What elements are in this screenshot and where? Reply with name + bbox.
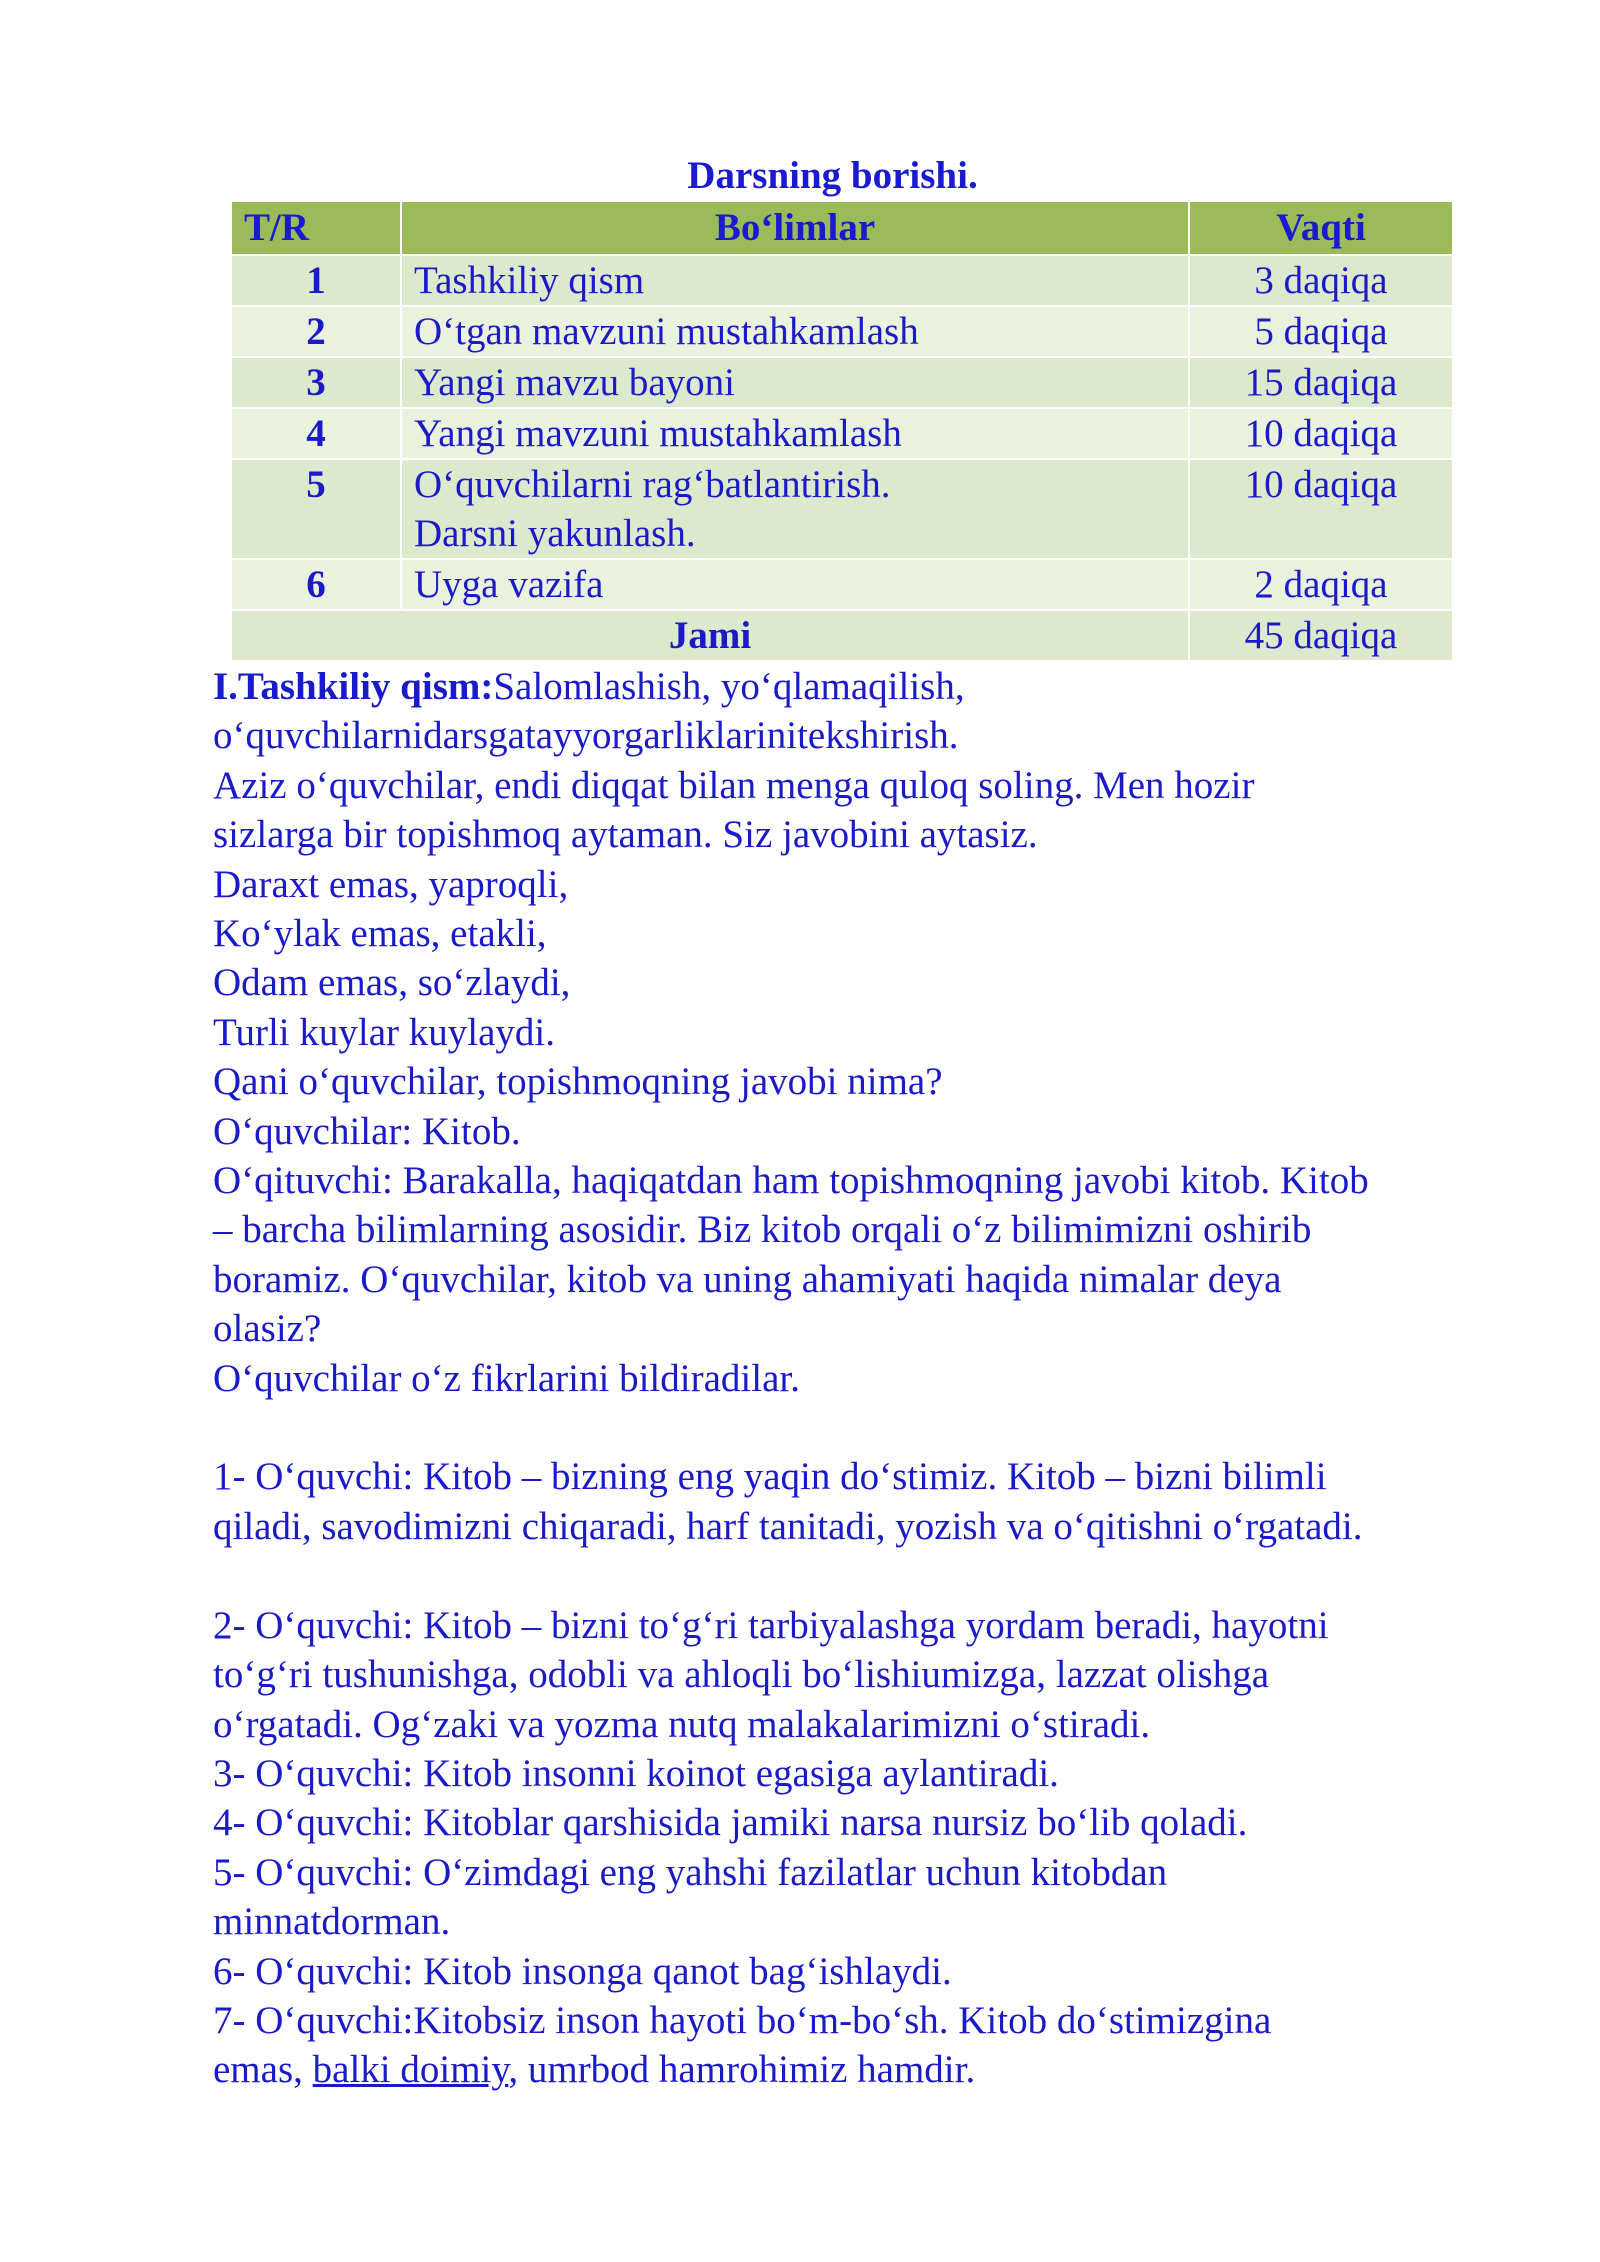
total-time: 45 daqiqa [1189, 610, 1453, 661]
student-answer-line: 6- O‘quvchi: Kitob insonga qanot bag‘ishlaydi. [213, 1949, 952, 1993]
blank-line [213, 1551, 1513, 1600]
text-line: Aziz o‘quvchilar, endi diqqat bilan menga quloq soling. Men hozir [213, 763, 1255, 807]
lesson-body [213, 662, 1513, 2095]
row-number: 2 [231, 306, 401, 357]
row-time: 3 daqiqa [1189, 255, 1453, 306]
student-answer-line: 3- O‘quvchi: Kitob insonni koinot egasiga aylantiradi. [213, 1751, 1059, 1795]
text-fragment: emas, [213, 2048, 313, 2092]
intro-text: Salomlashish, yo‘qlamaqilish, [493, 665, 965, 708]
row-section: Yangi mavzu bayoni [401, 357, 1189, 408]
text-line: O‘quvchilar o‘z fikrlarini bildiradilar. [213, 1356, 800, 1400]
student-answer-line: qiladi, savodimizni chiqaradi, harf tanitadi, yozish va o‘qitishni o‘rgatadi. [213, 1504, 1363, 1548]
table-row [231, 306, 1453, 357]
riddle-line: Ko‘ylak emas, etakli, [213, 912, 547, 956]
text-line: sizlarga bir topishmoq aytaman. Siz javobini aytasiz. [213, 813, 1038, 857]
student-answer-line: to‘g‘ri tushunishga, odobli va ahloqli bo‘lishiumizga, lazzat olishga [213, 1653, 1270, 1697]
text-line: O‘quvchilar: Kitob. [213, 1109, 521, 1153]
row-number: 3 [231, 357, 401, 408]
text-fragment: , umrbod hamrohimiz hamdir. [508, 2048, 976, 2092]
table-total-row [231, 610, 1453, 661]
header-tr: T/R [231, 201, 401, 255]
row-section: O‘tgan mavzuni mustahkamlash [401, 306, 1189, 357]
lesson-plan-table [230, 200, 1454, 662]
row-section: Yangi mavzuni mustahkamlash [401, 408, 1189, 459]
header-time: Vaqti [1189, 201, 1453, 255]
row-number: 6 [231, 559, 401, 610]
student-answer-line: 1- O‘quvchi: Kitob – bizning eng yaqin do‘stimiz. Kitob – bizni bilimli [213, 1455, 1327, 1499]
row-section-line-2: Darsni yakunlash. [414, 512, 696, 555]
student-answer-line: 4- O‘quvchi: Kitoblar qarshisida jamiki narsa nursiz bo‘lib qoladi. [213, 1801, 1248, 1845]
riddle-line: Turli kuylar kuylaydi. [213, 1010, 555, 1054]
text-line: olasiz? [213, 1307, 322, 1351]
row-section-line-1: O‘quvchilarni rag‘batlantirish. [414, 463, 891, 506]
document-title: Darsning borishi. [687, 154, 978, 197]
table-header-row [231, 201, 1453, 255]
text-line: o‘quvchilarnidarsgatayyorgarliklarinitekshirish. [213, 714, 959, 758]
table-row [231, 255, 1453, 306]
blank-line [213, 1403, 1513, 1452]
row-section [401, 459, 1189, 559]
row-time: 10 daqiqa [1189, 408, 1453, 459]
riddle-line: Odam emas, so‘zlaydi, [213, 961, 571, 1005]
text-line: – barcha bilimlarning asosidir. Biz kitob orqali o‘z bilimimizni oshirib [213, 1208, 1312, 1252]
header-sections: Bo‘limlar [401, 201, 1189, 255]
section-heading: I.Tashkiliy qism: [213, 665, 494, 708]
row-section: Uyga vazifa [401, 559, 1189, 610]
underlined-text: balki doimiy [312, 2048, 509, 2092]
table-row [231, 559, 1453, 610]
table-row [231, 357, 1453, 408]
row-time: 2 daqiqa [1189, 559, 1453, 610]
table-row [231, 459, 1453, 559]
text-line: O‘qituvchi: Barakalla, haqiqatdan ham topishmoqning javobi kitob. Kitob [213, 1159, 1369, 1203]
row-time: 5 daqiqa [1189, 306, 1453, 357]
student-answer-line: 5- O‘quvchi: O‘zimdagi eng yahshi fazilatlar uchun kitobdan [213, 1850, 1168, 1894]
row-section: Tashkiliy qism [401, 255, 1189, 306]
student-answer-line: 2- O‘quvchi: Kitob – bizni to‘g‘ri tarbiyalashga yordam beradi, hayotni [213, 1603, 1329, 1647]
table-row [231, 408, 1453, 459]
row-number: 4 [231, 408, 401, 459]
row-number: 5 [231, 459, 401, 559]
row-time: 10 daqiqa [1189, 459, 1453, 559]
total-label: Jami [231, 610, 1189, 661]
student-answer-line [213, 2045, 1513, 2094]
text-line: boramiz. O‘quvchilar, kitob va uning ahamiyati haqida nimalar deya [213, 1257, 1282, 1301]
student-answer-line: o‘rgatadi. Og‘zaki va yozma nutq malakalarimizni o‘stiradi. [213, 1702, 1151, 1746]
row-number: 1 [231, 255, 401, 306]
row-time: 15 daqiqa [1189, 357, 1453, 408]
text-line: Qani o‘quvchilar, topishmoqning javobi nima? [213, 1060, 943, 1104]
student-answer-line: 7- O‘quvchi:Kitobsiz inson hayoti bo‘m-bo‘sh. Kitob do‘stimizgina [213, 1998, 1272, 2042]
riddle-line: Daraxt emas, yaproqli, [213, 862, 569, 906]
student-answer-line: minnatdorman. [213, 1900, 451, 1944]
intro-line [213, 662, 1513, 711]
